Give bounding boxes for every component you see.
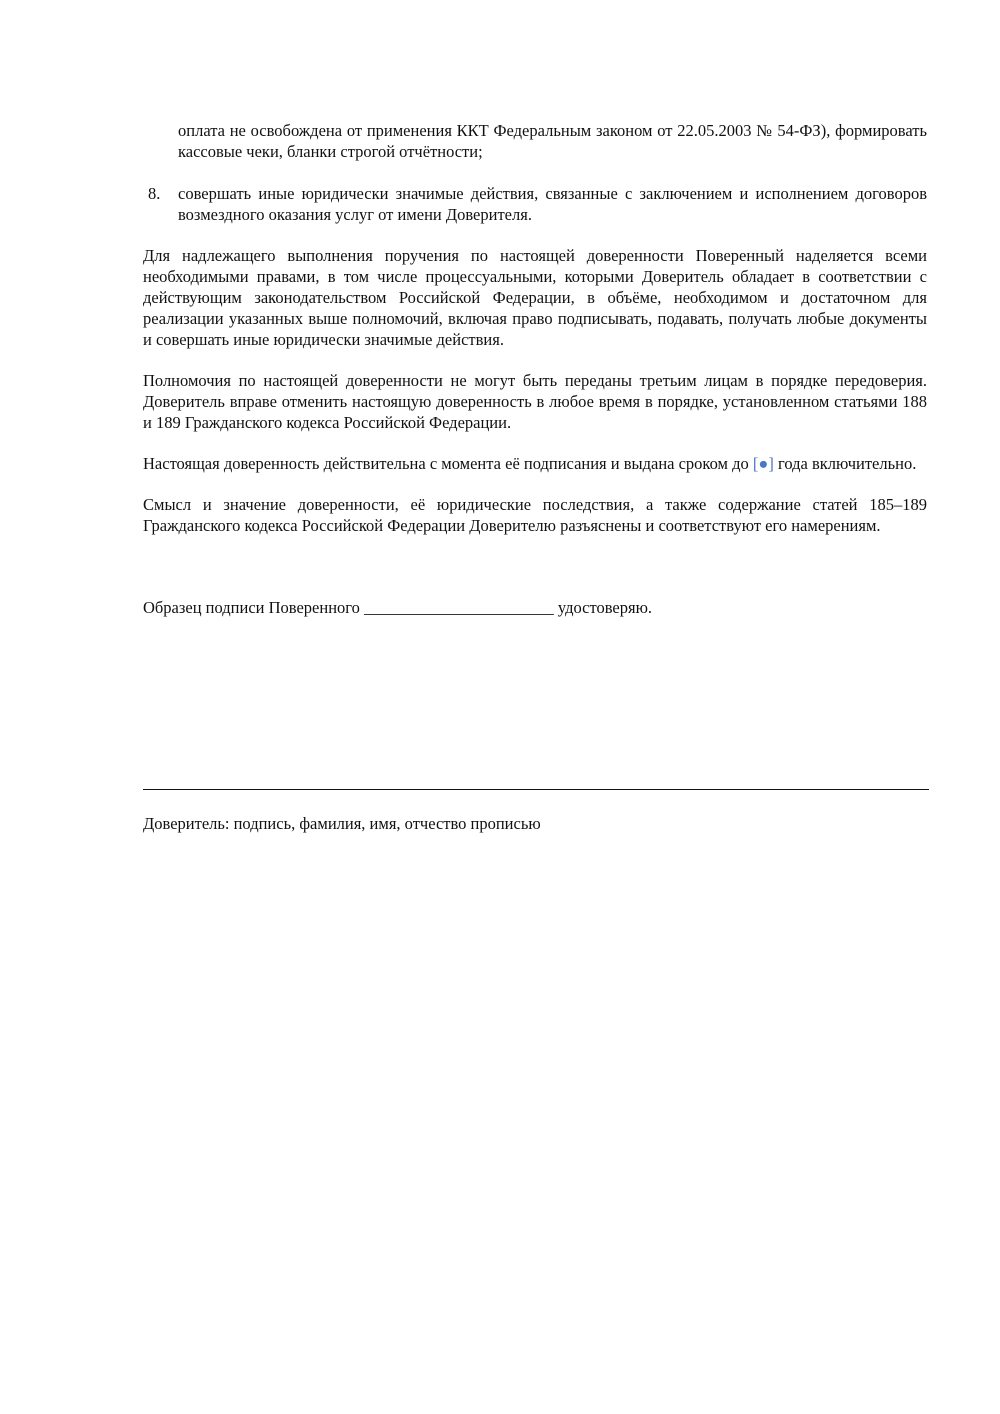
document-page	[143, 120, 927, 833]
date-placeholder: [●]	[752, 454, 774, 473]
signature-divider	[143, 789, 929, 790]
list-item-number: 8.	[148, 184, 161, 203]
attorney-signature-sample: Образец подписи Поверенного _______________________ удостоверяю.	[143, 598, 653, 617]
paragraph-validity	[143, 453, 927, 474]
paragraph-rights: Для надлежащего выполнения поручения по настоящей доверенности Поверенный наделяется всеми необходимыми правами, в том числе процессуальными, которыми Доверитель обладает в соответствии с действующим законодательством Российской Федерации, в объёме, необходимом и достаточном для реализации указанных выше полномочий, включая право подписывать, подавать, получать любые документы и совершать иные юридически значимые действия.	[143, 246, 927, 349]
paragraph-meaning: Смысл и значение доверенности, её юридические последствия, а также содержание статей 185–189 Гражданского кодекса Российской Федерации Доверителю разъяснены и соответствуют его намерениям.	[143, 495, 927, 535]
validity-text-after: года включительно.	[773, 454, 917, 473]
principal-signature-caption: Доверитель: подпись, фамилия, имя, отчество прописью	[143, 814, 541, 833]
list-item-text: совершать иные юридически значимые действия, связанные с заключением и исполнением договоров возмездного оказания услуг от имени Доверителя.	[178, 184, 927, 224]
validity-text-before: Настоящая доверенность действительна с момента её подписания и выдана сроком до	[143, 454, 753, 473]
paragraph-no-transfer: Полномочия по настоящей доверенности не могут быть переданы третьим лицам в порядке передоверия. Доверитель вправе отменить настоящую доверенность в любое время в порядке, установленном статьями 188 и 189 Гражданского кодекса Российской Федерации.	[143, 371, 927, 432]
list-item-8	[143, 183, 927, 225]
list-item-continuation: оплата не освобождена от применения ККТ Федеральным законом от 22.05.2003 № 54-ФЗ), формировать кассовые чеки, бланки строгой отчётности;	[178, 121, 927, 161]
